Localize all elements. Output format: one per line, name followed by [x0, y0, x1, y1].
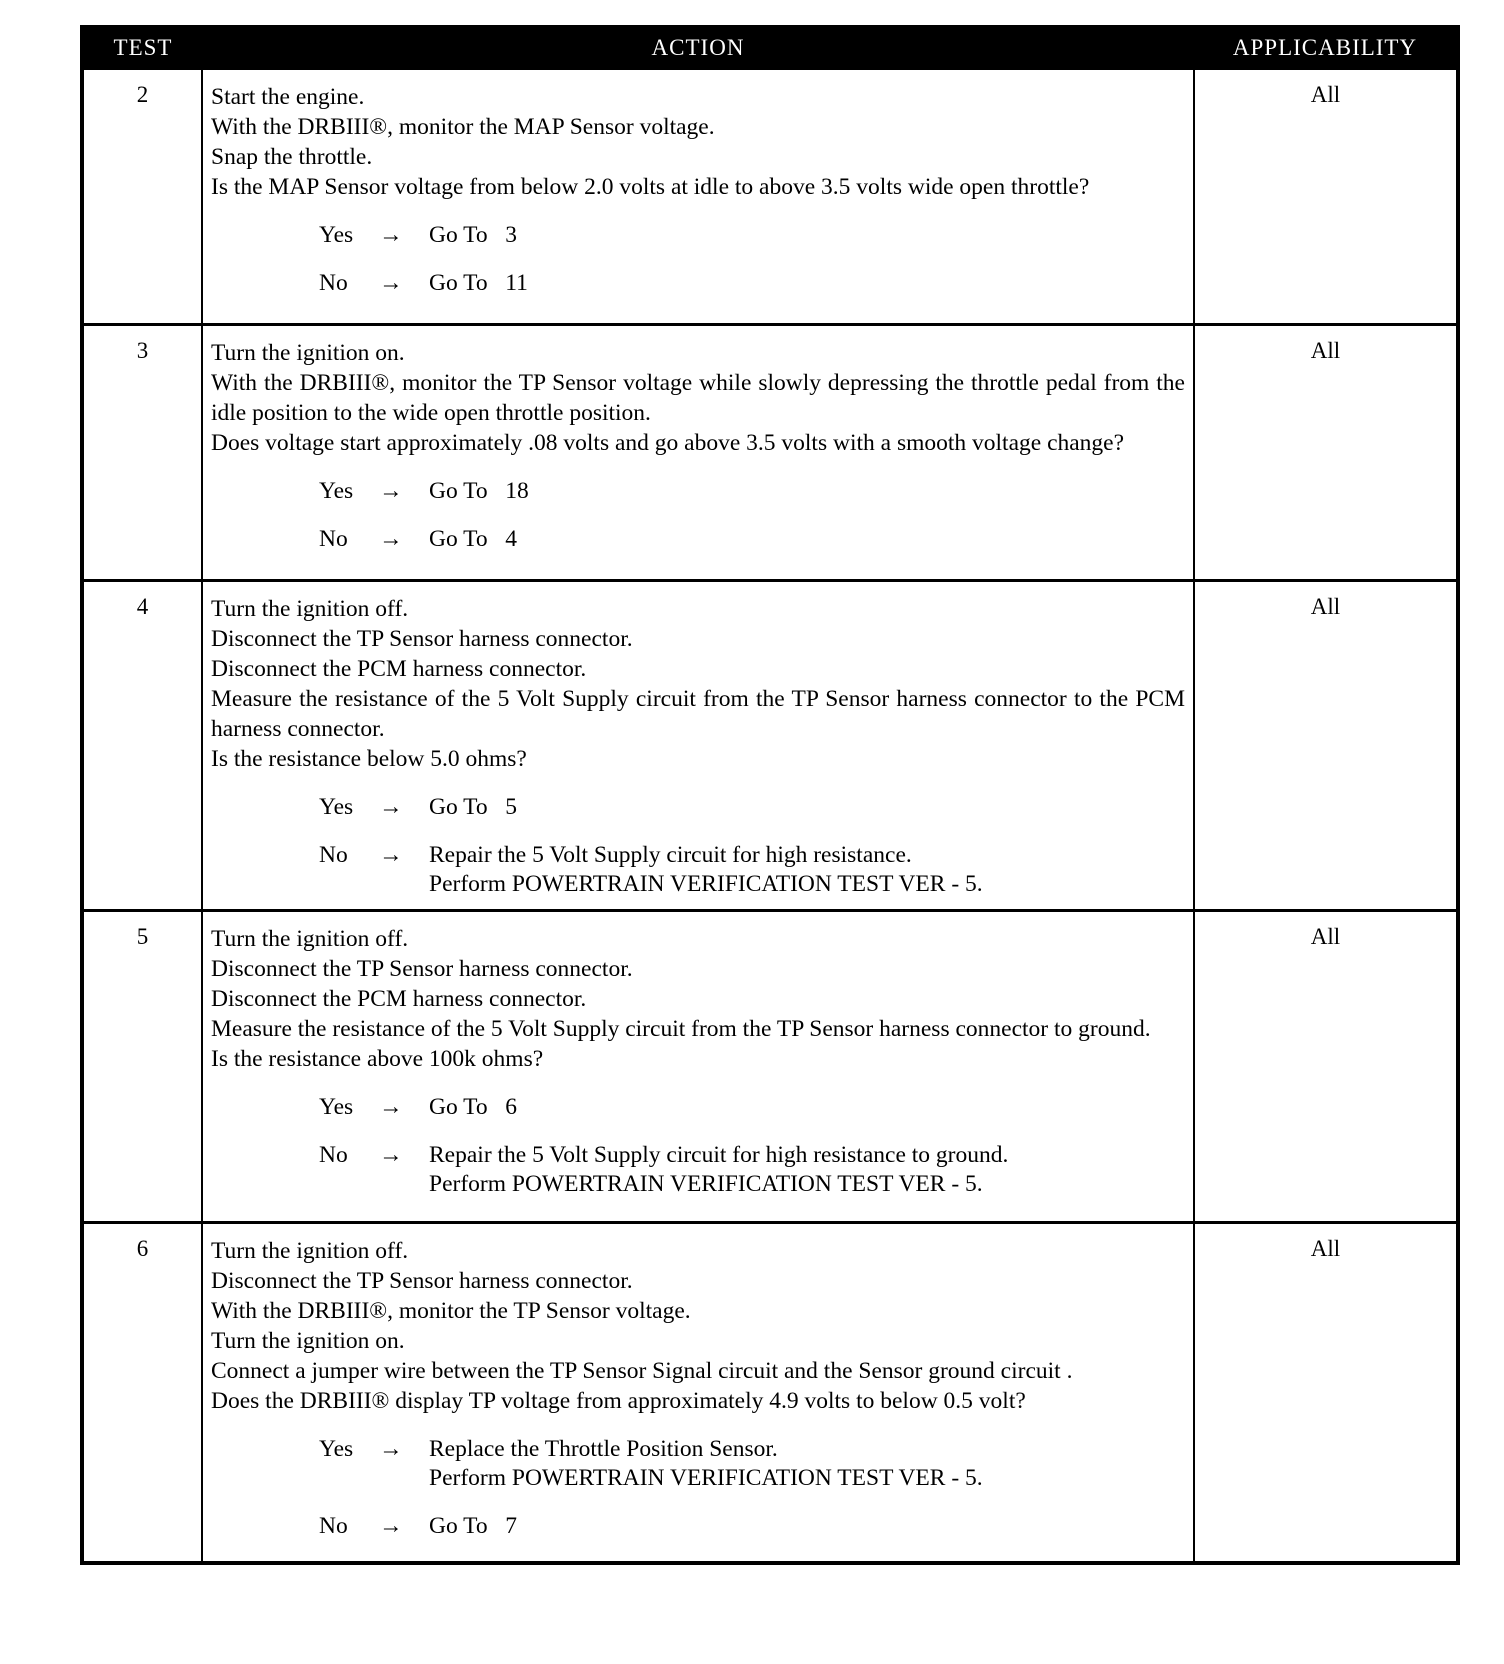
outcome-result-line: Perform POWERTRAIN VERIFICATION TEST VER - 5. [429, 871, 983, 897]
outcome-result [429, 841, 1185, 899]
action-step: Does voltage start approximately .08 volts and go above 3.5 volts with a smooth voltage change? [211, 430, 1125, 456]
outcome-result-line: Perform POWERTRAIN VERIFICATION TEST VER - 5. [429, 1171, 983, 1197]
outcome-yes [319, 477, 1185, 506]
diagnostic-procedure-page [80, 25, 1456, 1565]
action-step: Disconnect the TP Sensor harness connector. [211, 626, 633, 652]
applicability-value: All [1194, 1223, 1458, 1563]
right-arrow-icon: → [379, 1436, 403, 1462]
diagnostic-test-table [80, 25, 1460, 1565]
right-arrow-icon: → [379, 842, 403, 868]
outcome-result [429, 269, 1185, 298]
outcome-label: Yes [319, 1436, 354, 1462]
outcome-result-line: Go To 18 [429, 478, 529, 504]
right-arrow-icon: → [379, 1513, 403, 1539]
action-steps [211, 924, 1185, 1074]
test-number: 5 [82, 911, 202, 1223]
outcome-label: Yes [319, 222, 354, 248]
action-steps [211, 1236, 1185, 1416]
action-step: Turn the ignition on. [211, 340, 405, 366]
action-steps [211, 594, 1185, 774]
outcome-label: Yes [319, 794, 354, 820]
action-step: With the DRBIII®, monitor the TP Sensor voltage. [211, 1298, 691, 1324]
outcome-label: No [319, 1142, 348, 1168]
right-arrow-icon: → [379, 478, 403, 504]
outcome-result-line: Repair the 5 Volt Supply circuit for high resistance. [429, 842, 912, 868]
outcome-yes [319, 1093, 1185, 1122]
action-step: With the DRBIII®, monitor the TP Sensor voltage while slowly depressing the throttle pedal from the idle position to the wide open throttle position. [211, 370, 1185, 426]
right-arrow-icon: → [379, 222, 403, 248]
action-step: Turn the ignition off. [211, 926, 409, 952]
action-step: Measure the resistance of the 5 Volt Supply circuit from the TP Sensor harness connector to ground. [211, 1016, 1151, 1042]
outcome-result [429, 477, 1185, 506]
action-cell [202, 1223, 1194, 1563]
outcome-result [429, 1093, 1185, 1122]
outcome-result [429, 793, 1185, 822]
table-header-row [82, 27, 1458, 69]
outcome-no [319, 269, 1185, 298]
test-number: 2 [82, 69, 202, 325]
action-cell [202, 581, 1194, 911]
action-step: Turn the ignition on. [211, 1328, 405, 1354]
outcome-result-line: Go To 6 [429, 1094, 518, 1120]
outcome-result [429, 1141, 1185, 1199]
outcome-yes [319, 793, 1185, 822]
outcome-label: No [319, 1513, 348, 1539]
outcome-yes [319, 221, 1185, 250]
applicability-value: All [1194, 69, 1458, 325]
applicability-value: All [1194, 325, 1458, 581]
action-step: Turn the ignition off. [211, 596, 409, 622]
table-row [82, 325, 1458, 581]
outcome-result [429, 221, 1185, 250]
header-test: TEST [82, 27, 202, 69]
right-arrow-icon: → [379, 1094, 403, 1120]
action-step: Disconnect the PCM harness connector. [211, 986, 587, 1012]
outcome-result-line: Go To 7 [429, 1513, 518, 1539]
outcome-result-line: Go To 4 [429, 526, 518, 552]
action-steps [211, 338, 1185, 458]
action-step: Does the DRBIII® display TP voltage from approximately 4.9 volts to below 0.5 volt? [211, 1388, 1026, 1414]
table-row [82, 581, 1458, 911]
action-step: Is the resistance below 5.0 ohms? [211, 746, 527, 772]
table-row [82, 911, 1458, 1223]
right-arrow-icon: → [379, 270, 403, 296]
action-step: Start the engine. [211, 84, 365, 110]
outcome-result-line: Repair the 5 Volt Supply circuit for high resistance to ground. [429, 1142, 1009, 1168]
outcome-result [429, 1435, 1185, 1493]
outcome-result-line: Go To 3 [429, 222, 518, 248]
action-step: Measure the resistance of the 5 Volt Supply circuit from the TP Sensor harness connector to the PCM harness connector. [211, 686, 1185, 742]
table-body [82, 69, 1458, 1563]
action-cell [202, 69, 1194, 325]
outcome-no [319, 1141, 1185, 1199]
action-step: Is the MAP Sensor voltage from below 2.0 volts at idle to above 3.5 volts wide open throttle? [211, 174, 1090, 200]
action-cell [202, 325, 1194, 581]
action-step: Turn the ignition off. [211, 1238, 409, 1264]
table-row [82, 69, 1458, 325]
applicability-value: All [1194, 581, 1458, 911]
outcome-result-line: Replace the Throttle Position Sensor. [429, 1436, 778, 1462]
right-arrow-icon: → [379, 794, 403, 820]
action-cell [202, 911, 1194, 1223]
outcome-result [429, 525, 1185, 554]
header-applicability: APPLICABILITY [1194, 27, 1458, 69]
outcome-label: Yes [319, 478, 354, 504]
right-arrow-icon: → [379, 526, 403, 552]
outcome-result-line: Go To 11 [429, 270, 528, 296]
action-step: Snap the throttle. [211, 144, 373, 170]
action-step: Is the resistance above 100k ohms? [211, 1046, 544, 1072]
action-steps [211, 82, 1185, 202]
test-number: 3 [82, 325, 202, 581]
right-arrow-icon: → [379, 1142, 403, 1168]
action-step: Connect a jumper wire between the TP Sensor Signal circuit and the Sensor ground circuit . [211, 1358, 1073, 1384]
outcome-no [319, 1512, 1185, 1541]
outcome-label: No [319, 526, 348, 552]
test-number: 4 [82, 581, 202, 911]
action-step: Disconnect the TP Sensor harness connector. [211, 956, 633, 982]
outcome-result-line: Perform POWERTRAIN VERIFICATION TEST VER - 5. [429, 1465, 983, 1491]
outcome-label: No [319, 842, 348, 868]
applicability-value: All [1194, 911, 1458, 1223]
outcome-no [319, 525, 1185, 554]
outcome-label: No [319, 270, 348, 296]
outcome-result [429, 1512, 1185, 1541]
outcome-result-line: Go To 5 [429, 794, 518, 820]
table-row [82, 1223, 1458, 1563]
header-action: ACTION [202, 27, 1194, 69]
outcome-label: Yes [319, 1094, 354, 1120]
outcome-no [319, 841, 1185, 899]
action-step: With the DRBIII®, monitor the MAP Sensor voltage. [211, 114, 715, 140]
outcome-yes [319, 1435, 1185, 1493]
test-number: 6 [82, 1223, 202, 1563]
action-step: Disconnect the PCM harness connector. [211, 656, 587, 682]
action-step: Disconnect the TP Sensor harness connector. [211, 1268, 633, 1294]
